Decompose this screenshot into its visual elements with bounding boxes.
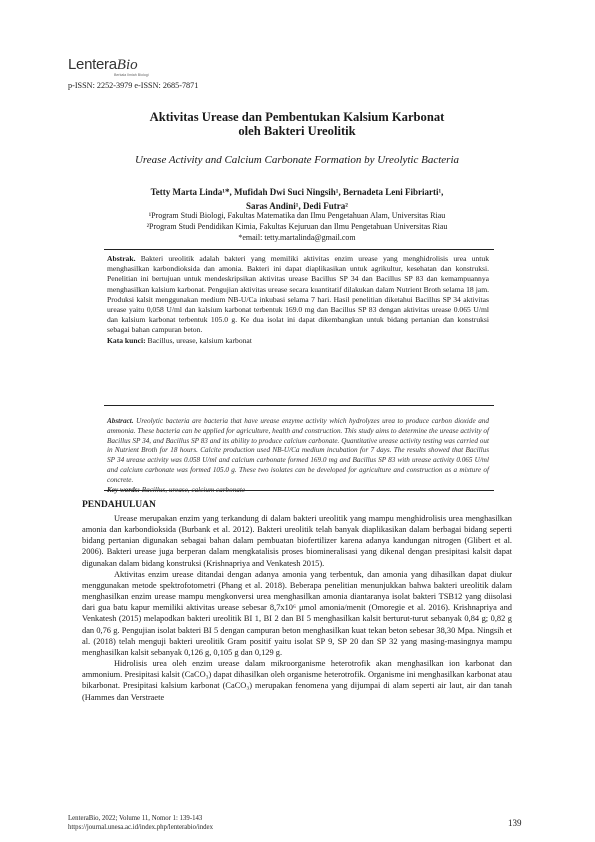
logo-bio: Bio	[116, 57, 138, 73]
abstract-label: Abstract.	[107, 417, 134, 425]
affiliation-2: ²Program Studi Pendidikan Kimia, Fakultas Kejuruan dan Ilmu Pengetahuan Universitas Riau	[146, 222, 448, 231]
article-title-line1: Aktivitas Urease dan Pembentukan Kalsium Karbonat	[149, 110, 445, 124]
paragraph-1: Urease merupakan enzim yang terkandung di dalam bakteri ureolitik yang mampu menghidrolisis urea menghasilkan amonia dan karbondioksida (Burbank et al. 2012). Bakteri ureolitik telah banyak diaplikasikan dalam berbagai bidang seperti bidang pertanian digunakan sebagai bahan dalam pembuatan biofertilizer karena adanya kandungan nitrogen (Glibert et al. 2006). Bakteri urease juga berperan dalam mengkatalisis proses biomineralisasi yang dikenal dengan presipitasi kalsit dapat digunakan dalam bidang konstruksi (Krishnapriya and Venkatesh 2015).	[82, 514, 512, 568]
body-text	[82, 513, 512, 703]
abstract-rule-bottom	[104, 490, 494, 491]
article-title-line2: oleh Bakteri Ureolitik	[238, 124, 356, 138]
issn-line: p-ISSN: 2252-3979 e-ISSN: 2685-7871	[68, 81, 199, 90]
page-number: 139	[508, 818, 522, 828]
journal-logo	[68, 56, 188, 82]
paragraph-3: Hidrolisis urea oleh enzim urease dalam mikroorganisme heterotrofik akan menghasilkan ion karbonat dan ammonium. Presipitasi kalsit (CaCO₃) dapat dihasilkan oleh organisme heterotrofik. Organisme ini menghasilkan karbonat atau bikarbonat. Presipitasi kalsium karbonat (CaCO₃) merupakan fenomena yang dijumpai di alam seperti air laut, air dan tanah (Hammes dan Verstraete	[82, 659, 512, 702]
abstract-rule-top	[104, 249, 494, 250]
page-footer	[68, 815, 213, 833]
corresponding-email: *email: tetty.martalinda@gmail.com	[238, 233, 356, 242]
abstract-text: Ureolytic bacteria are bacteria that have urease enzyme activity which hydrolyzes urea to produce carbon dioxide and ammonia. These bacteria can be applied for agriculture, health and construction. This study aims to determine the urease activity of Bacillus SP 34, and Bacillus SP 83 and its ability to produce calcium carbonate. Quantitative urease activity testing was carried out in Nutrient Broth for 18 hours. Calcite production used NB-U/Ca medium incubation for 7 days. The results showed that Bacillus SP 34 urease activity was 0.058 U/ml and calcium carbonate formed 169.0 mg and Bacillus SP 83 with urease activity 0.065 U/ml and calcium carbonate was formed 105.0 g. These two isolates can be developed for agriculture and construction as a mixture of concrete.	[107, 417, 489, 484]
logo-subtitle: Berkala Ilmiah Biologi	[114, 73, 149, 77]
kata-kunci-label: Kata kunci:	[107, 335, 146, 345]
footer-citation: LenteraBio, 2022; Volume 11, Nomor 1: 139-143	[68, 815, 203, 822]
authors-line1: Tetty Marta Linda¹*, Mufidah Dwi Suci Ningsih¹, Bernadeta Leni Fibriarti¹,	[150, 187, 444, 197]
affiliation-1: ¹Program Studi Biologi, Fakultas Matematika dan Ilmu Pengetahuan Alam, Universitas Riau	[148, 211, 446, 220]
abstract-rule-middle	[104, 405, 494, 406]
keywords-label: Key words:	[107, 485, 140, 494]
footer-url[interactable]: https://journal.unesa.ac.id/index.php/lenterabio/index	[68, 823, 213, 831]
article-subtitle: Urease Activity and Calcium Carbonate Formation by Ureolytic Bacteria	[134, 154, 460, 166]
abstrak-indonesian	[107, 254, 489, 346]
logo-text: Lentera	[68, 56, 117, 73]
kata-kunci-text: Bacillus, urease, kalsium karbonat	[145, 335, 252, 345]
section-heading: PENDAHULUAN	[82, 500, 156, 510]
keywords-text: Bacillus, urease, calcium carbonate	[139, 485, 246, 494]
abstrak-label: Abstrak.	[107, 254, 136, 263]
authors-line2: Saras Andini¹, Dedi Futra²	[246, 201, 348, 211]
abstrak-text: Bakteri ureolitik adalah bakteri yang memiliki aktivitas enzim urease yang menghidrolisis urea untuk menghasilkan karbondioksida dan amonia. Bakteri ini dapat diaplikasikan untuk agrikultur, kesehatan dan konstruksi. Penelitian ini bertujuan untuk mendeskripsikan aktivitas urease Bacillus SP 34 dan Bacillus SP 83 dan kemampuannya menghasilkan kalsium karbonat. Pengujian aktivitas urease secara kuantitatif dilakukan dalam Nutrient Broth selama 18 jam. Produksi kalsit menggunakan medium NB-U/Ca inkubasi selama 7 hari. Hasil penelitian diketahui Bacillus SP 34 aktivitas urease yaitu 0,058 U/ml dan kalsium karbonat terbentuk 169.0 mg dan Bacillus SP 83 dengan aktivitas urease 0.065 U/ml dan kalsium karbonat terbentuk 105.0 g. Ke dua isolat ini dapat dikembangkan untuk bidang pertanian dan konstruksi sebagai bahan campuran beton.	[107, 254, 489, 335]
abstract-english	[107, 417, 489, 495]
paragraph-2: Aktivitas enzim urease ditandai dengan adanya amonia yang terbentuk, dan amonia yang dihasilkan dapat diukur menggunakan metode spektrofotometri (Phang et al. 2018). Beberapa penelitian menunjukkan bahwa bakteri ureolitik dalam menghasilkan enzim urease mampu mengkonversi urea menghasilkan amonia diantaranya isolat bakteri TSB12 yang diisolasi dari gua batu kapur memiliki aktivitas urease sebesar 8,7x10⁶ μmol amonia/menit (Omoregie et al. 2016). Krishnapriya and Venkatesh (2015) melapodkan bakteri ureolitik BI 1, BI 2 dan BI 5 menghasilkan kalsit berturut-turut sebanyak 0,84 g; 0,82 g dan 0,76 g. Pengujian isolat bakteri BI 5 dengan campuran beton menghasilkan kuat tekan beton sebesar 38,30 Mpa. Ningsih et al. (2018) telah menguji bakteri ureolitik Gram positif yaitu isolat SP 9, SP 20 dan SP 32 yang masing-masingnya mampu menghasilkan kalsit sebanyak 0,126 g, 0,105 g dan 0,129 g.	[82, 569, 512, 657]
